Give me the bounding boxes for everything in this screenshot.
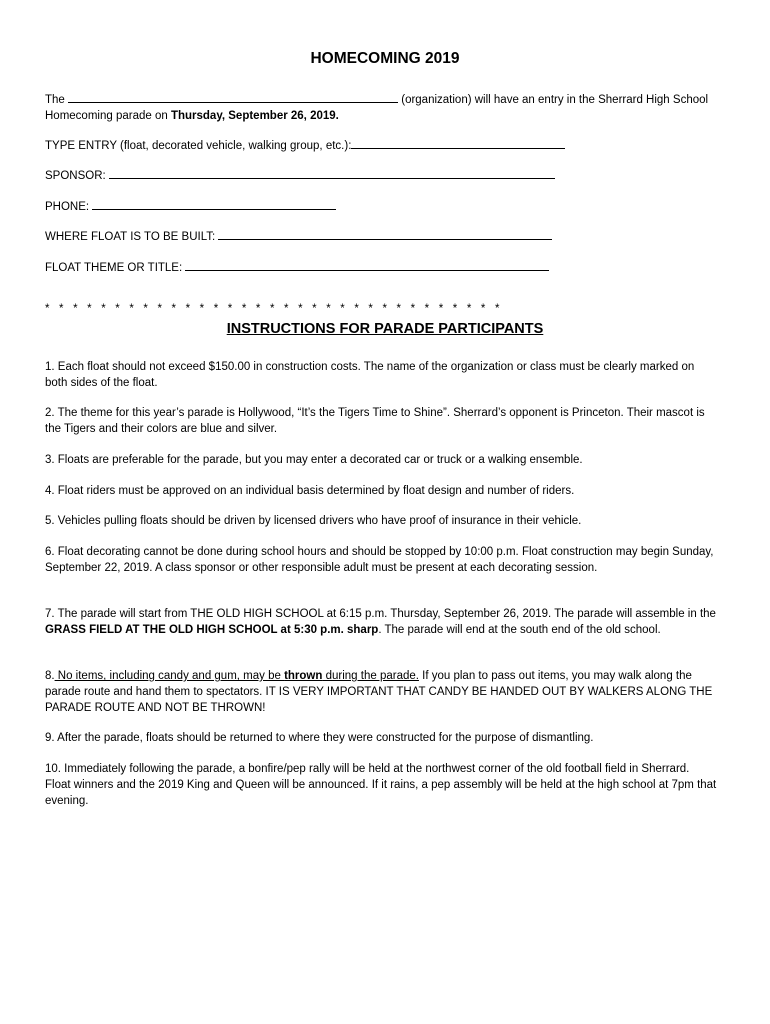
instruction-8-rest: If you plan to pass out items, you may walk along the parade route and hand them to spectators. IT IS VERY IMPORTANT THAT CANDY BE HANDED OUT BY WALKERS ALONG THE PARADE ROUTE AND NOT BE THROWN! — [45, 670, 713, 714]
star-separator: * * * * * * * * * * * * * * * * * * * * * * * * * * * * * * * * * — [45, 303, 500, 315]
page-title: HOMECOMING 2019 — [310, 50, 460, 67]
phone-field[interactable] — [92, 199, 336, 210]
instruction-7-location: GRASS FIELD AT THE OLD HIGH SCHOOL at 5:30 p.m. sharp — [45, 624, 379, 636]
theme-label: FLOAT THEME OR TITLE: — [45, 262, 183, 274]
intro-paragraph — [45, 92, 717, 124]
intro-mid: (organization) will have an entry in the Sherrard High School Homecoming parade on — [45, 94, 709, 122]
instruction-3: 3. Floats are preferable for the parade, but you may enter a decorated car or truck or a walking ensemble. — [45, 454, 583, 466]
where-built-label: WHERE FLOAT IS TO BE BUILT: — [45, 231, 216, 243]
instruction-7 — [45, 606, 717, 638]
parade-date: Thursday, September 26, 2019. — [170, 110, 339, 122]
organization-field[interactable] — [68, 92, 398, 103]
instruction-9: 9. After the parade, floats should be returned to where they were constructed for the purpose of dismantling. — [45, 732, 594, 744]
theme-row — [45, 260, 717, 276]
instruction-4: 4. Float riders must be approved on an individual basis determined by float design and number of riders. — [45, 485, 575, 497]
instruction-7-end: . The parade will end at the south end of the old school. — [378, 624, 661, 636]
type-entry-field[interactable] — [351, 138, 565, 149]
instruction-8 — [45, 668, 717, 716]
instruction-7-start: 7. The parade will start from THE OLD HIGH SCHOOL at 6:15 p.m. Thursday, September 26, 2019. The parade will assemble in the — [45, 608, 716, 620]
instruction-5: 5. Vehicles pulling floats should be driven by licensed drivers who have proof of insurance in their vehicle. — [45, 515, 582, 527]
instruction-8-underlined — [55, 670, 419, 682]
instruction-10: 10. Immediately following the parade, a bonfire/pep rally will be held at the northwest corner of the old football field in Sherrard. Float winners and the 2019 King and Queen will be announced. If it rains, a pep assembly will be held at the high school at 7pm that evening. — [45, 763, 717, 807]
type-entry-label: TYPE ENTRY (float, decorated vehicle, walking group, etc.): — [45, 140, 352, 152]
type-entry-row — [45, 138, 717, 154]
instruction-8-thrown: thrown — [284, 670, 323, 682]
intro-prefix: The — [45, 94, 65, 106]
instruction-6: 6. Float decorating cannot be done during school hours and should be stopped by 10:00 p.m. Float construction may begin Sunday, September 22, 2019. A class sponsor or other responsible adult must be present at each decorating session. — [45, 546, 714, 574]
sponsor-row — [45, 168, 717, 184]
instructions-title: INSTRUCTIONS FOR PARADE PARTICIPANTS — [226, 321, 544, 337]
where-built-row — [45, 229, 717, 245]
sponsor-label: SPONSOR: — [45, 170, 106, 182]
where-built-field[interactable] — [218, 229, 552, 240]
phone-row — [45, 199, 717, 215]
instruction-8-number: 8. — [45, 670, 55, 682]
phone-label: PHONE: — [45, 201, 90, 213]
theme-field[interactable] — [185, 260, 549, 271]
sponsor-field[interactable] — [109, 168, 555, 179]
instruction-1: 1. Each float should not exceed $150.00 in construction costs. The name of the organization or class must be clearly marked on both sides of the float. — [45, 361, 695, 389]
instruction-8-part2: during the parade. — [322, 670, 419, 682]
instruction-8-part1: No items, including candy and gum, may be — [54, 670, 285, 682]
instruction-2: 2. The theme for this year’s parade is Hollywood, “It’s the Tigers Time to Shine”. Sherrard’s opponent is Princeton. Their mascot is the Tigers and their colors are blue and silver. — [45, 407, 705, 435]
